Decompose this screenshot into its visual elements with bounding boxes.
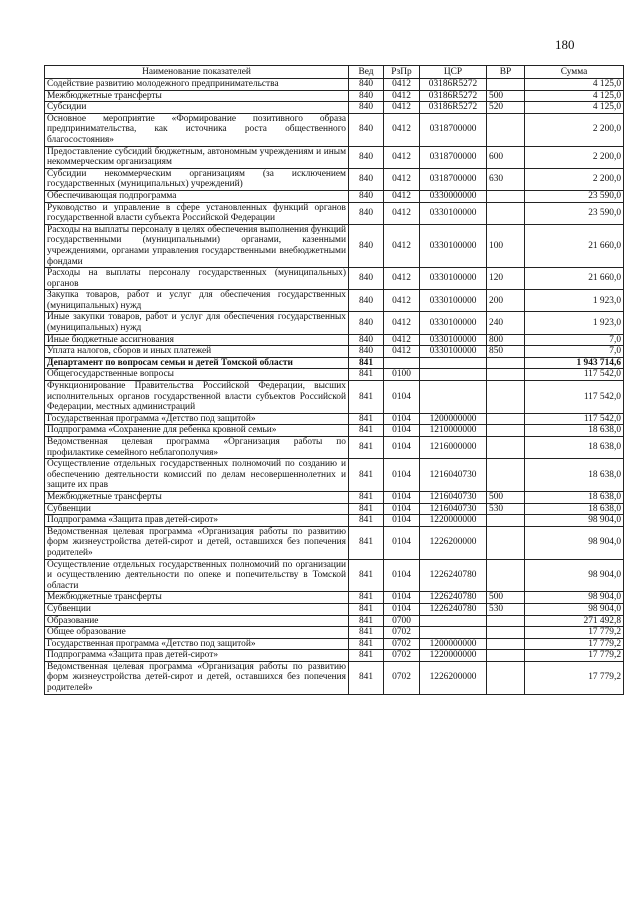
table-header-row bbox=[45, 66, 624, 79]
cell-sum: 21 660,0 bbox=[525, 268, 624, 290]
table-row bbox=[45, 168, 624, 190]
cell-rzpr: 0412 bbox=[384, 90, 420, 102]
cell-vr bbox=[487, 638, 525, 650]
cell-name: Иные закупки товаров, работ и услуг для обеспечения государственных (муниципальных) нужд bbox=[45, 312, 349, 334]
cell-rzpr: 0412 bbox=[384, 346, 420, 358]
cell-name: Государственная программа «Детство под защитой» bbox=[45, 413, 349, 425]
cell-ved: 841 bbox=[349, 627, 384, 639]
cell-rzpr: 0104 bbox=[384, 503, 420, 515]
cell-name: Общее образование bbox=[45, 627, 349, 639]
cell-ved: 841 bbox=[349, 650, 384, 662]
cell-name: Государственная программа «Детство под защитой» bbox=[45, 638, 349, 650]
cell-vr bbox=[487, 559, 525, 592]
cell-vr: 500 bbox=[487, 90, 525, 102]
cell-vr: 200 bbox=[487, 290, 525, 312]
cell-vr: 530 bbox=[487, 603, 525, 615]
table-row bbox=[45, 190, 624, 202]
table-row bbox=[45, 638, 624, 650]
cell-rzpr: 0412 bbox=[384, 312, 420, 334]
cell-name: Субвенции bbox=[45, 503, 349, 515]
cell-csr: 1220000000 bbox=[420, 515, 487, 527]
cell-rzpr: 0412 bbox=[384, 290, 420, 312]
cell-ved: 840 bbox=[349, 268, 384, 290]
table-row bbox=[45, 202, 624, 224]
cell-vr bbox=[487, 437, 525, 459]
page-number: 180 bbox=[555, 37, 575, 52]
cell-vr bbox=[487, 615, 525, 627]
cell-sum: 21 660,0 bbox=[525, 224, 624, 267]
cell-vr: 850 bbox=[487, 346, 525, 358]
cell-name: Департамент по вопросам семьи и детей Томской области bbox=[45, 357, 349, 369]
cell-csr: 0330100000 bbox=[420, 334, 487, 346]
cell-name: Уплата налогов, сборов и иных платежей bbox=[45, 346, 349, 358]
cell-vr bbox=[487, 190, 525, 202]
cell-rzpr: 0412 bbox=[384, 190, 420, 202]
cell-vr: 520 bbox=[487, 102, 525, 114]
cell-ved: 840 bbox=[349, 202, 384, 224]
cell-sum: 17 779,2 bbox=[525, 661, 624, 694]
cell-sum: 4 125,0 bbox=[525, 90, 624, 102]
cell-rzpr: 0104 bbox=[384, 413, 420, 425]
cell-rzpr: 0104 bbox=[384, 425, 420, 437]
cell-name: Субвенции bbox=[45, 603, 349, 615]
cell-rzpr: 0104 bbox=[384, 592, 420, 604]
cell-vr: 120 bbox=[487, 268, 525, 290]
cell-vr bbox=[487, 202, 525, 224]
table-row bbox=[45, 312, 624, 334]
cell-vr: 240 bbox=[487, 312, 525, 334]
cell-ved: 840 bbox=[349, 334, 384, 346]
cell-sum: 98 904,0 bbox=[525, 592, 624, 604]
cell-name: Подпрограмма «Защита прав детей-сирот» bbox=[45, 650, 349, 662]
cell-csr: 1200000000 bbox=[420, 638, 487, 650]
cell-rzpr: 0702 bbox=[384, 650, 420, 662]
cell-vr bbox=[487, 79, 525, 91]
cell-name: Расходы на выплаты персоналу государственных (муниципальных) органов bbox=[45, 268, 349, 290]
cell-csr: 1216040730 bbox=[420, 503, 487, 515]
table-row bbox=[45, 413, 624, 425]
table-row bbox=[45, 515, 624, 527]
cell-name: Осуществление отдельных государственных полномочий по организации и осуществлению деятельности по опеке и попечительству в Томской области bbox=[45, 559, 349, 592]
header-sum: Сумма bbox=[525, 66, 624, 79]
cell-ved: 841 bbox=[349, 369, 384, 381]
cell-sum: 18 638,0 bbox=[525, 503, 624, 515]
cell-csr: 03186R5272 bbox=[420, 90, 487, 102]
cell-csr: 1226240780 bbox=[420, 559, 487, 592]
cell-sum: 4 125,0 bbox=[525, 79, 624, 91]
table-row bbox=[45, 491, 624, 503]
cell-name: Иные бюджетные ассигнования bbox=[45, 334, 349, 346]
cell-vr: 500 bbox=[487, 592, 525, 604]
cell-csr: 0330000000 bbox=[420, 190, 487, 202]
table-row bbox=[45, 650, 624, 662]
cell-rzpr: 0700 bbox=[384, 615, 420, 627]
cell-sum: 2 200,0 bbox=[525, 113, 624, 146]
cell-ved: 841 bbox=[349, 381, 384, 414]
cell-name: Межбюджетные трансферты bbox=[45, 491, 349, 503]
cell-sum: 17 779,2 bbox=[525, 650, 624, 662]
cell-vr bbox=[487, 650, 525, 662]
cell-ved: 840 bbox=[349, 290, 384, 312]
cell-sum: 1 923,0 bbox=[525, 290, 624, 312]
cell-rzpr: 0104 bbox=[384, 559, 420, 592]
cell-vr bbox=[487, 381, 525, 414]
header-ved: Вед bbox=[349, 66, 384, 79]
cell-ved: 841 bbox=[349, 559, 384, 592]
cell-vr bbox=[487, 113, 525, 146]
cell-ved: 840 bbox=[349, 312, 384, 334]
cell-csr: 1200000000 bbox=[420, 413, 487, 425]
cell-ved: 841 bbox=[349, 491, 384, 503]
cell-rzpr: 0412 bbox=[384, 168, 420, 190]
cell-csr: 0318700000 bbox=[420, 168, 487, 190]
table-row bbox=[45, 268, 624, 290]
cell-csr: 0330100000 bbox=[420, 202, 487, 224]
cell-ved: 840 bbox=[349, 346, 384, 358]
cell-vr: 800 bbox=[487, 334, 525, 346]
cell-csr: 1226240780 bbox=[420, 603, 487, 615]
cell-sum: 7,0 bbox=[525, 334, 624, 346]
cell-rzpr: 0412 bbox=[384, 202, 420, 224]
cell-sum: 117 542,0 bbox=[525, 369, 624, 381]
cell-ved: 840 bbox=[349, 79, 384, 91]
table-row bbox=[45, 369, 624, 381]
cell-rzpr: 0412 bbox=[384, 146, 420, 168]
table-row bbox=[45, 559, 624, 592]
cell-name: Общегосударственные вопросы bbox=[45, 369, 349, 381]
cell-sum: 17 779,2 bbox=[525, 638, 624, 650]
cell-rzpr: 0412 bbox=[384, 268, 420, 290]
cell-csr: 0330100000 bbox=[420, 290, 487, 312]
cell-csr: 1216000000 bbox=[420, 437, 487, 459]
cell-rzpr: 0702 bbox=[384, 638, 420, 650]
cell-name: Субсидии некоммерческим организациям (за исключением государственных (муниципальных) учреждений) bbox=[45, 168, 349, 190]
table-row bbox=[45, 146, 624, 168]
cell-csr: 0330100000 bbox=[420, 268, 487, 290]
cell-csr: 1226240780 bbox=[420, 592, 487, 604]
table-row bbox=[45, 503, 624, 515]
cell-rzpr: 0412 bbox=[384, 79, 420, 91]
cell-ved: 840 bbox=[349, 102, 384, 114]
cell-ved: 840 bbox=[349, 190, 384, 202]
cell-ved: 841 bbox=[349, 459, 384, 492]
cell-ved: 841 bbox=[349, 603, 384, 615]
cell-vr bbox=[487, 369, 525, 381]
cell-name: Осуществление отдельных государственных полномочий по созданию и обеспечению деятельности комиссий по делам несовершеннолетних и защите их прав bbox=[45, 459, 349, 492]
cell-ved: 841 bbox=[349, 357, 384, 369]
table-row bbox=[45, 224, 624, 267]
cell-vr bbox=[487, 661, 525, 694]
cell-rzpr bbox=[384, 357, 420, 369]
cell-sum: 98 904,0 bbox=[525, 559, 624, 592]
cell-vr: 500 bbox=[487, 491, 525, 503]
cell-ved: 840 bbox=[349, 224, 384, 267]
table-row bbox=[45, 661, 624, 694]
header-name: Наименование показателей bbox=[45, 66, 349, 79]
cell-rzpr: 0412 bbox=[384, 102, 420, 114]
cell-sum: 18 638,0 bbox=[525, 437, 624, 459]
cell-vr: 600 bbox=[487, 146, 525, 168]
cell-name: Образование bbox=[45, 615, 349, 627]
cell-rzpr: 0104 bbox=[384, 603, 420, 615]
cell-csr bbox=[420, 357, 487, 369]
cell-ved: 841 bbox=[349, 638, 384, 650]
cell-sum: 18 638,0 bbox=[525, 459, 624, 492]
cell-rzpr: 0104 bbox=[384, 381, 420, 414]
header-rzpr: РзПр bbox=[384, 66, 420, 79]
cell-rzpr: 0702 bbox=[384, 661, 420, 694]
cell-vr bbox=[487, 526, 525, 559]
cell-ved: 840 bbox=[349, 90, 384, 102]
cell-name: Закупка товаров, работ и услуг для обеспечения государственных (муниципальных) нужд bbox=[45, 290, 349, 312]
cell-sum: 17 779,2 bbox=[525, 627, 624, 639]
table-row bbox=[45, 113, 624, 146]
cell-ved: 841 bbox=[349, 503, 384, 515]
cell-sum: 98 904,0 bbox=[525, 526, 624, 559]
table-row bbox=[45, 615, 624, 627]
cell-sum: 1 943 714,6 bbox=[525, 357, 624, 369]
cell-sum: 98 904,0 bbox=[525, 515, 624, 527]
header-vr: ВР bbox=[487, 66, 525, 79]
cell-sum: 2 200,0 bbox=[525, 146, 624, 168]
cell-csr bbox=[420, 627, 487, 639]
cell-vr bbox=[487, 425, 525, 437]
cell-name: Руководство и управление в сфере установленных функций органов государственной власти субъекта Российской Федерации bbox=[45, 202, 349, 224]
table-row bbox=[45, 334, 624, 346]
cell-sum: 7,0 bbox=[525, 346, 624, 358]
cell-vr bbox=[487, 515, 525, 527]
cell-csr: 0318700000 bbox=[420, 113, 487, 146]
cell-sum: 117 542,0 bbox=[525, 381, 624, 414]
table-row bbox=[45, 290, 624, 312]
cell-rzpr: 0104 bbox=[384, 515, 420, 527]
cell-name: Основное мероприятие «Формирование позитивного образа предпринимательства, как источника роста общественного благосостояния» bbox=[45, 113, 349, 146]
cell-rzpr: 0702 bbox=[384, 627, 420, 639]
cell-sum: 18 638,0 bbox=[525, 491, 624, 503]
cell-name: Подпрограмма «Защита прав детей-сирот» bbox=[45, 515, 349, 527]
cell-vr: 630 bbox=[487, 168, 525, 190]
cell-sum: 98 904,0 bbox=[525, 603, 624, 615]
table-row bbox=[45, 102, 624, 114]
cell-csr: 03186R5272 bbox=[420, 102, 487, 114]
cell-rzpr: 0104 bbox=[384, 459, 420, 492]
cell-sum: 1 923,0 bbox=[525, 312, 624, 334]
cell-ved: 841 bbox=[349, 515, 384, 527]
cell-sum: 271 492,8 bbox=[525, 615, 624, 627]
table-row bbox=[45, 79, 624, 91]
cell-name: Ведомственная целевая программа «Организация работы по развитию форм жизнеустройства детей-сирот и детей, оставшихся без попечения родителей» bbox=[45, 661, 349, 694]
cell-rzpr: 0104 bbox=[384, 526, 420, 559]
cell-ved: 840 bbox=[349, 113, 384, 146]
cell-name: Предоставление субсидий бюджетным, автономным учреждениям и иным некоммерческим организациям bbox=[45, 146, 349, 168]
table-row bbox=[45, 90, 624, 102]
cell-name: Межбюджетные трансферты bbox=[45, 90, 349, 102]
cell-rzpr: 0412 bbox=[384, 113, 420, 146]
cell-sum: 4 125,0 bbox=[525, 102, 624, 114]
cell-name: Содействие развитию молодежного предпринимательства bbox=[45, 79, 349, 91]
cell-name: Расходы на выплаты персоналу в целях обеспечения выполнения функций государственными (муниципальными) органами, казенными учреждениями, органами управления государственными внебюджетными фондами bbox=[45, 224, 349, 267]
cell-ved: 841 bbox=[349, 615, 384, 627]
cell-ved: 841 bbox=[349, 413, 384, 425]
cell-csr bbox=[420, 615, 487, 627]
cell-vr bbox=[487, 413, 525, 425]
cell-csr: 0330100000 bbox=[420, 346, 487, 358]
cell-name: Ведомственная целевая программа «Организация работы по развитию форм жизнеустройства детей-сирот и детей, оставшихся без попечения родителей» bbox=[45, 526, 349, 559]
cell-sum: 18 638,0 bbox=[525, 425, 624, 437]
cell-vr bbox=[487, 627, 525, 639]
table-row bbox=[45, 459, 624, 492]
cell-vr: 100 bbox=[487, 224, 525, 267]
cell-rzpr: 0412 bbox=[384, 334, 420, 346]
cell-csr bbox=[420, 369, 487, 381]
cell-sum: 23 590,0 bbox=[525, 202, 624, 224]
cell-rzpr: 0104 bbox=[384, 437, 420, 459]
table-row bbox=[45, 627, 624, 639]
cell-vr: 530 bbox=[487, 503, 525, 515]
cell-csr: 0330100000 bbox=[420, 224, 487, 267]
cell-ved: 841 bbox=[349, 437, 384, 459]
cell-csr: 1220000000 bbox=[420, 650, 487, 662]
header-csr: ЦСР bbox=[420, 66, 487, 79]
table-row bbox=[45, 357, 624, 369]
cell-csr: 1216040730 bbox=[420, 491, 487, 503]
cell-sum: 23 590,0 bbox=[525, 190, 624, 202]
cell-rzpr: 0104 bbox=[384, 491, 420, 503]
cell-csr: 1210000000 bbox=[420, 425, 487, 437]
cell-ved: 841 bbox=[349, 661, 384, 694]
table-row bbox=[45, 425, 624, 437]
cell-name: Функционирование Правительства Российской Федерации, высших исполнительных органов государственной власти субъектов Российской Федерации, местных администраций bbox=[45, 381, 349, 414]
cell-csr bbox=[420, 381, 487, 414]
cell-csr: 1226200000 bbox=[420, 526, 487, 559]
cell-ved: 841 bbox=[349, 526, 384, 559]
table-row bbox=[45, 592, 624, 604]
cell-ved: 841 bbox=[349, 425, 384, 437]
cell-vr bbox=[487, 459, 525, 492]
table-row bbox=[45, 437, 624, 459]
table-row bbox=[45, 526, 624, 559]
cell-csr: 1226200000 bbox=[420, 661, 487, 694]
cell-vr bbox=[487, 357, 525, 369]
cell-csr: 03186R5272 bbox=[420, 79, 487, 91]
cell-csr: 0318700000 bbox=[420, 146, 487, 168]
cell-sum: 117 542,0 bbox=[525, 413, 624, 425]
table-row bbox=[45, 346, 624, 358]
cell-name: Подпрограмма «Сохранение для ребенка кровной семьи» bbox=[45, 425, 349, 437]
cell-ved: 840 bbox=[349, 146, 384, 168]
budget-table bbox=[44, 65, 624, 695]
table-body bbox=[45, 79, 624, 695]
cell-name: Межбюджетные трансферты bbox=[45, 592, 349, 604]
cell-rzpr: 0412 bbox=[384, 224, 420, 267]
cell-name: Субсидии bbox=[45, 102, 349, 114]
cell-name: Ведомственная целевая программа «Организация работы по профилактике семейного неблагополучия» bbox=[45, 437, 349, 459]
cell-ved: 840 bbox=[349, 168, 384, 190]
cell-sum: 2 200,0 bbox=[525, 168, 624, 190]
cell-name: Обеспечивающая подпрограмма bbox=[45, 190, 349, 202]
cell-ved: 841 bbox=[349, 592, 384, 604]
cell-rzpr: 0100 bbox=[384, 369, 420, 381]
table-row bbox=[45, 381, 624, 414]
cell-csr: 0330100000 bbox=[420, 312, 487, 334]
table-row bbox=[45, 603, 624, 615]
cell-csr: 1216040730 bbox=[420, 459, 487, 492]
